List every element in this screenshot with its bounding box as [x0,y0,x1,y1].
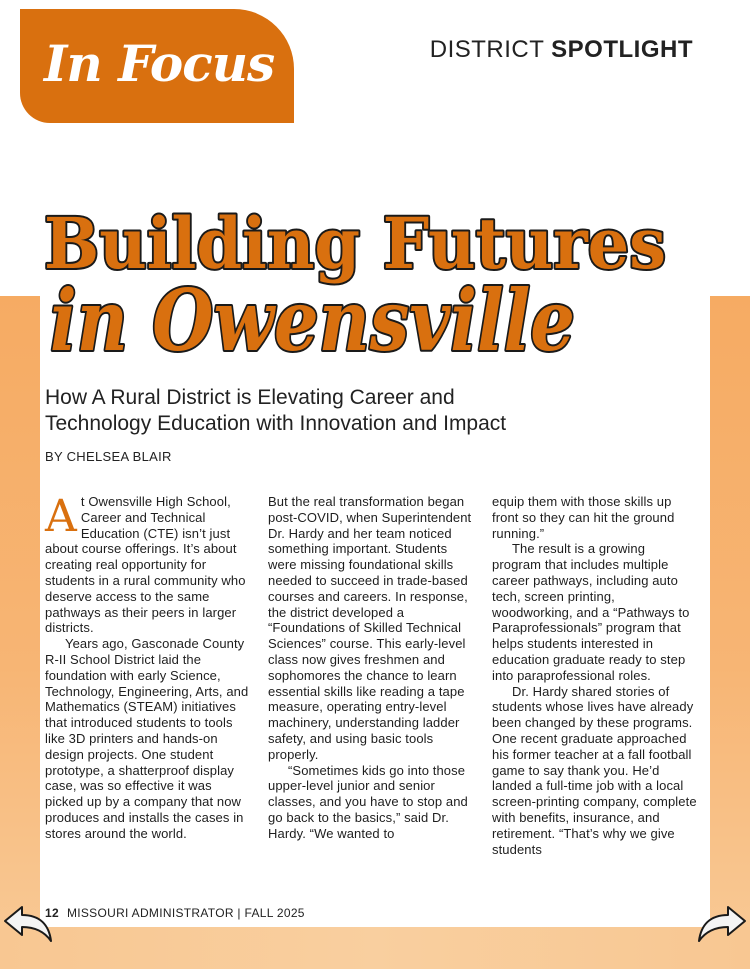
article-title [40,198,680,368]
article-deck: How A Rural District is Elevating Career and Technology Education with Innovation and Impact [45,386,507,435]
title-line-1: Building Futures [44,202,666,285]
paragraph: “Sometimes kids go into those upper-level junior and senior classes, and you have to stop and go back to the basics,” said Dr. Hardy. “We wanted to [268,762,468,841]
page-footer [45,906,305,920]
right-decorative-band [710,296,750,969]
bottom-decorative-band [0,927,750,969]
section-spotlight-label: DISTRICT SPOTLIGHT [429,36,693,63]
article-column-2 [268,494,473,842]
article-column-3 [492,494,697,857]
byline: BY CHELSEA BLAIR [45,449,172,464]
paragraph: But the real transformation began post-COVID, when Superintendent Dr. Hardy and her team noticed something important. Students were missing foundational skills needed to succeed in trade-based courses and careers. In response, the district developed a “Foundations of Skilled Technical Sciences” course. This early-level class now gives freshmen and sophomores the chance to learn essential skills like reading a tape measure, operating entry-level machinery, understanding ladder safety, and using basic tools properly. [268,494,472,762]
paragraph: Years ago, Gasconade County R-II School District laid the foundation with early Science, Technology, Engineering, Arts, and Mathematics (STEAM) initiatives that introduced students to tools like 3D printers and hands-on design projects. One student prototype, a shatterproof display case, was so effective it was picked up by a company that now produces and installs the cases in stores around the world. [45,636,249,841]
left-decorative-band [0,296,40,969]
page-number: 12 [45,906,59,920]
title-line-2: in Owensville [50,271,575,368]
arrow-curve-right-icon[interactable] [696,903,748,945]
section-tab-label: In Focus [44,34,275,93]
publication-name: MISSOURI ADMINISTRATOR | FALL 2025 [66,906,305,920]
paragraph: equip them with those skills up front so they can hit the ground running.” [492,494,675,541]
paragraph: The result is a growing program that includes multiple career pathways, including auto tech, screen printing, woodworking, and a “Pathways to Paraprofessionals” program that helps students interested in education graduate ready to step into paraprofessional roles. [492,541,690,683]
arrow-curve-left-icon[interactable] [2,903,54,945]
paragraph: At Owensville High School, Career and Technical Education (CTE) isn’t just about course offerings. It’s about creating real opportunity for students in a rural community who deserve access to the same pathways as their peers in larger districts. [45,491,246,636]
paragraph: Dr. Hardy shared stories of students whose lives have already been changed by these programs. One recent graduate approached his former teacher at a fall football game to say thank you. He’d landed a full-time job with a local screen-printing company, complete with benefits, insurance, and retirement. “That’s why we give students [492,683,697,857]
article-column-1 [45,491,250,842]
drop-cap: A [45,491,77,542]
